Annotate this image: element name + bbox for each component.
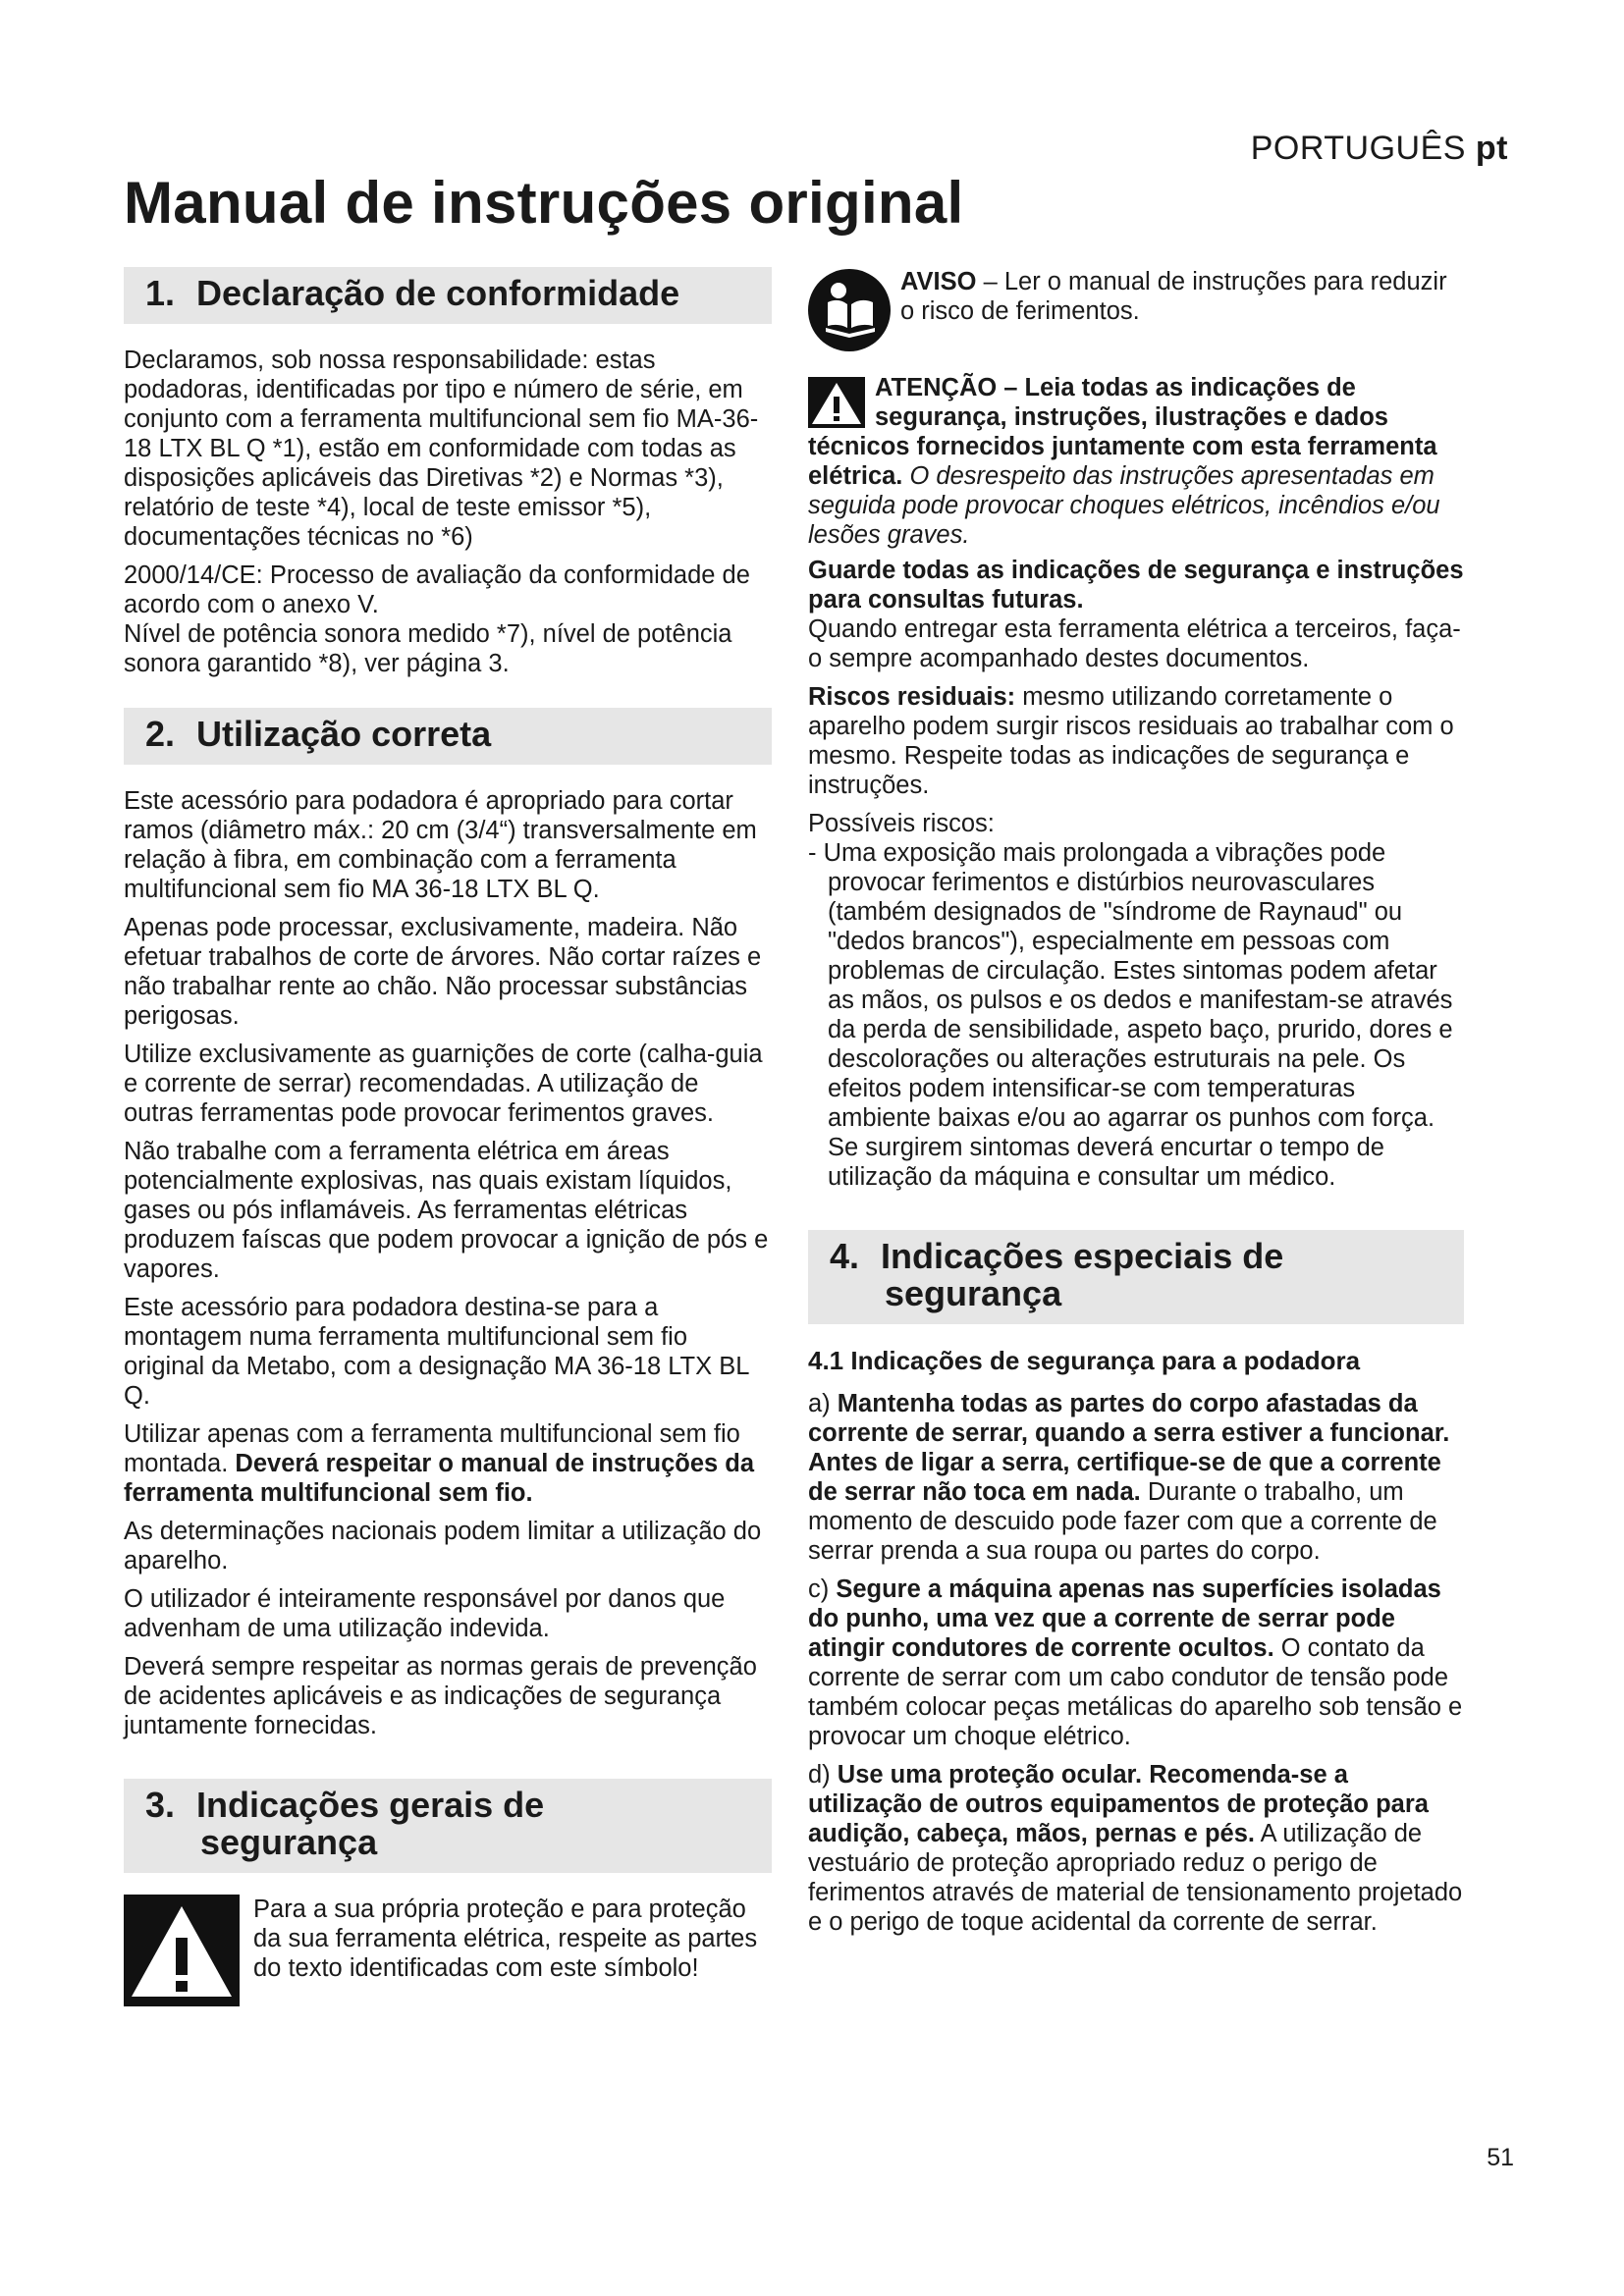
guarde-text: Quando entregar esta ferramenta elétrica a terceiros, faça-o sempre acompanhado destes documentos. bbox=[808, 615, 1461, 672]
section-4-title-line2: segurança bbox=[885, 1273, 1062, 1313]
guarde-bold: Guarde todas as indicações de segurança e instruções para consultas futuras. bbox=[808, 557, 1464, 614]
aviso-text: – Ler o manual de instruções para reduzir o risco de ferimentos. bbox=[900, 268, 1447, 325]
read-manual-icon bbox=[808, 269, 891, 351]
atencao-paragraph bbox=[808, 373, 1464, 550]
s1-sound-text: Nível de potência sonora medido *7), nível de potência sonora garantido *8), ver página 3. bbox=[124, 620, 732, 677]
document-title: Manual de instruções original bbox=[124, 170, 964, 236]
s2-paragraph-7: As determinações nacionais podem limitar a utilização do aparelho. bbox=[124, 1518, 762, 1575]
right-column bbox=[808, 267, 1464, 1946]
aviso-label: AVISO bbox=[900, 268, 977, 295]
section-4-title-line1: Indicações especiais de bbox=[881, 1236, 1284, 1276]
left-column bbox=[124, 267, 772, 2016]
language-label: PORTUGUÊS bbox=[1250, 130, 1466, 167]
riscos-paragraph bbox=[808, 682, 1464, 800]
s2-paragraph-1: Este acessório para podadora é apropriado para cortar ramos (diâmetro máx.: 20 cm (3/4“) transversalmente em relação à fibra, em combinação com a ferramenta multifuncional sem fio MA 36-18 LTX BL Q. bbox=[124, 787, 757, 903]
item-c-bold: Segure a máquina apenas nas superfícies isoladas do punho, uma vez que a corrente de serrar pode atingir condutores de corrente ocultos. bbox=[808, 1575, 1441, 1662]
warning-triangle-icon bbox=[124, 1895, 240, 2006]
s2-paragraph-6 bbox=[124, 1419, 772, 1508]
section-2-title: Utilização correta bbox=[196, 714, 492, 754]
s2-paragraph-8: O utilizador é inteiramente responsável por danos que advenham de uma utilização indevida. bbox=[124, 1585, 726, 1642]
s1-paragraph-2 bbox=[124, 561, 772, 678]
possiveis-label: Possíveis riscos: bbox=[808, 810, 995, 837]
section-3-title-line2: segurança bbox=[200, 1822, 378, 1862]
riscos-text: mesmo utilizando corretamente o aparelho podem surgir riscos residuais ao trabalhar com o mesmo. Respeite todas as indicações de segurança e instruções. bbox=[808, 683, 1454, 799]
guarde-paragraph bbox=[808, 556, 1464, 673]
s4-item-a bbox=[808, 1389, 1464, 1566]
s1-directive-text: 2000/14/CE: Processo de avaliação da conformidade de acordo com o anexo V. bbox=[124, 561, 750, 618]
language-code: pt bbox=[1475, 130, 1508, 167]
section-4-number: 4. bbox=[830, 1236, 860, 1276]
s1-paragraph-1: Declaramos, sob nossa responsabilidade: estas podadoras, identificadas por tipo e número de série, em conjunto com a ferramenta multifuncional sem fio MA-36-18 LTX BL Q *1), estão em conformidade com todas as disposições aplicáveis das Diretivas *2) e Normas *3), relatório de teste *4), local de teste emissor *5), documentações técnicas no *6) bbox=[124, 347, 759, 551]
aviso-text-block bbox=[900, 267, 1464, 326]
item-c-label: c) bbox=[808, 1575, 830, 1603]
s2-p6-normal: Utilizar apenas com a ferramenta multifuncional sem fio montada. bbox=[124, 1420, 740, 1477]
item-a-text: Durante o trabalho, um momento de descuido pode fazer com que a corrente de serrar prenda a sua roupa ou partes do corpo. bbox=[808, 1478, 1437, 1565]
item-d-label: d) bbox=[808, 1761, 831, 1789]
item-a-bold: Mantenha todas as partes do corpo afastadas da corrente de serrar, quando a serra estiver a funcionar. Antes de ligar a serra, certifique-se de que a corrente de serrar não toca em nada. bbox=[808, 1390, 1450, 1506]
subsection-4-1-title: 4.1 Indicações de segurança para a podadora bbox=[808, 1346, 1361, 1375]
s4-item-c bbox=[808, 1575, 1464, 1751]
item-a-label: a) bbox=[808, 1390, 831, 1417]
section-3-title-line1: Indicações gerais de bbox=[196, 1785, 545, 1825]
section-3-heading bbox=[124, 1779, 772, 1873]
section-2-heading bbox=[124, 708, 772, 765]
warning-symbol-text: Para a sua própria proteção e para proteção da sua ferramenta elétrica, respeite as partes do texto identificadas com este símbolo! bbox=[253, 1896, 758, 1982]
s4-item-d bbox=[808, 1760, 1464, 1937]
item-d-text: A utilização de vestuário de proteção apropriado reduz o perigo de ferimentos através de material de tensionamento projetado e o perigo de toque acidental da corrente de serrar. bbox=[808, 1820, 1463, 1936]
section-1-number: 1. bbox=[145, 273, 176, 313]
s2-paragraph-3: Utilize exclusivamente as guarnições de corte (calha-guia e corrente de serrar) recomendadas. A utilização de outras ferramentas pode provocar ferimentos graves. bbox=[124, 1041, 763, 1127]
aviso-note bbox=[808, 267, 1464, 351]
item-d-bold: Use uma proteção ocular. Recomenda-se a utilização de outros equipamentos de proteção para audição, cabeça, mãos, pernas e pés. bbox=[808, 1761, 1429, 1847]
s2-paragraph-2: Apenas pode processar, exclusivamente, madeira. Não efetuar trabalhos de corte de árvores. Não cortar raízes e não trabalhar rente ao chão. Não processar substâncias perigosas. bbox=[124, 914, 762, 1030]
s2-p6-bold: Deverá respeitar o manual de instruções da ferramenta multifuncional sem fio. bbox=[124, 1450, 755, 1507]
atencao-italic: O desrespeito das instruções apresentadas em seguida pode provocar choques elétricos, incêndios e/ou lesões graves. bbox=[808, 462, 1440, 549]
page-number: 51 bbox=[1487, 2144, 1514, 2171]
section-2-number: 2. bbox=[145, 714, 176, 754]
riscos-label: Riscos residuais: bbox=[808, 683, 1016, 711]
language-tag bbox=[1251, 130, 1508, 168]
atencao-bold: ATENÇÃO – Leia todas as indicações de segurança, instruções, ilustrações e dados técnicos fornecidos juntamente com esta ferramenta elétrica. bbox=[808, 374, 1437, 490]
section-4-heading bbox=[808, 1230, 1464, 1324]
warning-symbol-note bbox=[124, 1895, 772, 2006]
s2-paragraph-4: Não trabalhe com a ferramenta elétrica em áreas potencialmente explosivas, nas quais existam líquidos, gases ou pós inflamáveis. As ferramentas elétricas produzem faíscas que podem provocar a ignição de pós e vapores. bbox=[124, 1138, 769, 1283]
section-3-number: 3. bbox=[145, 1785, 176, 1825]
section-1-heading bbox=[124, 267, 772, 324]
s2-paragraph-9: Deverá sempre respeitar as normas gerais de prevenção de acidentes aplicáveis e as indicações de segurança juntamente fornecidas. bbox=[124, 1653, 757, 1739]
caution-triangle-icon bbox=[808, 377, 865, 428]
list-item: - Uma exposição mais prolongada a vibrações pode provocar ferimentos e distúrbios neurovasculares (também designados de "síndrome de Raynaud" ou "dedos brancos"), especialmente em pessoas com problemas de circulação. Estes sintomas podem afetar as mãos, os pulsos e os dedos e manifestam-se através da perda de sensibilidade, aspeto baço, prurido, dores e descolorações ou alterações estruturais na pele. Os efeitos podem intensificar-se com temperaturas ambiente baixas e/ou ao agarrar os punhos com força. Se surgirem sintomas deverá encurtar o tempo de utilização da máquina e consultar um médico. bbox=[808, 839, 1453, 1191]
section-1-title: Declaração de conformidade bbox=[196, 273, 680, 313]
item-c-text: O contato da corrente de serrar com um cabo condutor de tensão pode também colocar peças metálicas do aparelho sob tensão e provocar um choque elétrico. bbox=[808, 1634, 1463, 1750]
s2-paragraph-5: Este acessório para podadora destina-se para a montagem numa ferramenta multifuncional sem fio original da Metabo, com a designação MA 36-18 LTX BL Q. bbox=[124, 1294, 749, 1410]
